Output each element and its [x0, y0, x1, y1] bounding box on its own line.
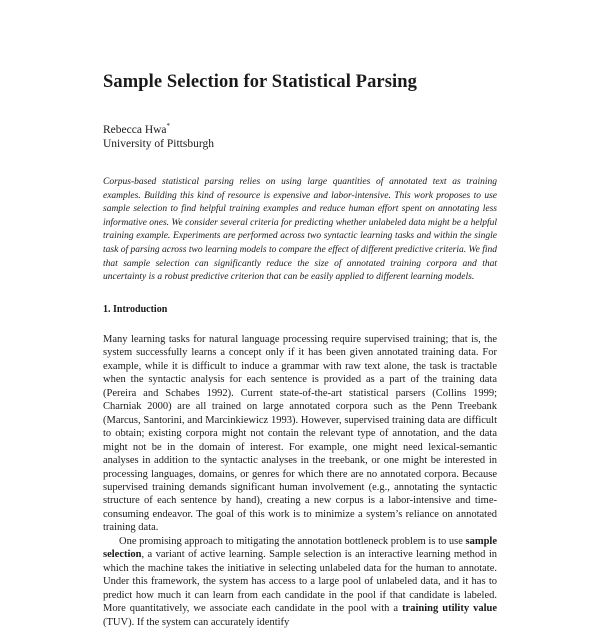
term-sample-selection: sample selection — [103, 535, 497, 561]
author-line — [103, 123, 170, 137]
term-training-utility-value: training utility value — [402, 603, 497, 615]
section-heading: 1. Introduction — [103, 304, 168, 315]
body-paragraph-1: Many learning tasks for natural language processing require supervised training; that is, the system successfully learns a concept only if it has been given annotated training data. For example, while it is difficult to induce a grammar with raw text alone, the task is tractable when the syntactic analysis for each sentence is provided as a part of the training data (Pereira and Schabes 1992). Current state-of-the-art statistical parsers (Collins 1999; Charniak 2000) are all trained on large annotated corpora such as the Penn Treebank (Marcus, Santorini, and Marcinkiewicz 1993). However, supervised training data are difficult to obtain; existing corpora might not contain the relevant type of annotation, and the data might not be in the domain of interest. For example, one might need lexical-semantic analyses in addition to the syntactic analyses in the treebank, or one might be interested in processing languages, domains, or genres for which there are no annotated corpora. Because supervised training demands significant human involvement (e.g., annotating the syntactic structure of each sentence by hand), creating a new corpus is a labor-intensive and time-consuming endeavor. The goal of this work is to minimize a system’s reliance on annotated training data. — [103, 334, 497, 534]
paper-title: Sample Selection for Statistical Parsing — [103, 72, 418, 92]
paragraph-2-text-a: One promising approach to mitigating the annotation bottleneck problem is to use — [119, 535, 466, 547]
body-paragraph-2 — [103, 535, 497, 629]
author-footnote-mark: * — [166, 122, 171, 131]
abstract-text: Corpus-based statistical parsing relies on using large quantities of annotated text as training examples. Building this kind of resource is expensive and labor-intensive. This work proposes to use sample selection to find helpful training examples and reduce human effort spent on annotating less informative ones. We consider several criteria for predicting whether unlabeled data might be a helpful training example. Experiments are performed across two syntactic learning tasks and within the single task of parsing across two learning models to compare the effect of different predictive criteria. We find that sample selection can significantly reduce the size of annotated training corpora and that uncertainty is a robust predictive criterion that can be easily applied to different learning models. — [103, 177, 497, 283]
author-name: Rebecca Hwa — [103, 124, 167, 136]
paragraph-2-text-b: , a variant of active learning. Sample selection is an interactive learning method in which the machine takes the initiative in selecting unlabeled data for the human to annotate. Under this framework, the system has access to a large pool of unlabeled data, and it has to predict how much it can learn from each candidate in the pool if that candidate is labeled. More quantitatively, we associate each candidate in the pool with a — [103, 549, 497, 615]
section-body — [103, 333, 497, 629]
paragraph-2-text-c: (TUV). If the system can accurately identify — [103, 616, 290, 628]
author-affiliation: University of Pittsburgh — [103, 138, 214, 150]
